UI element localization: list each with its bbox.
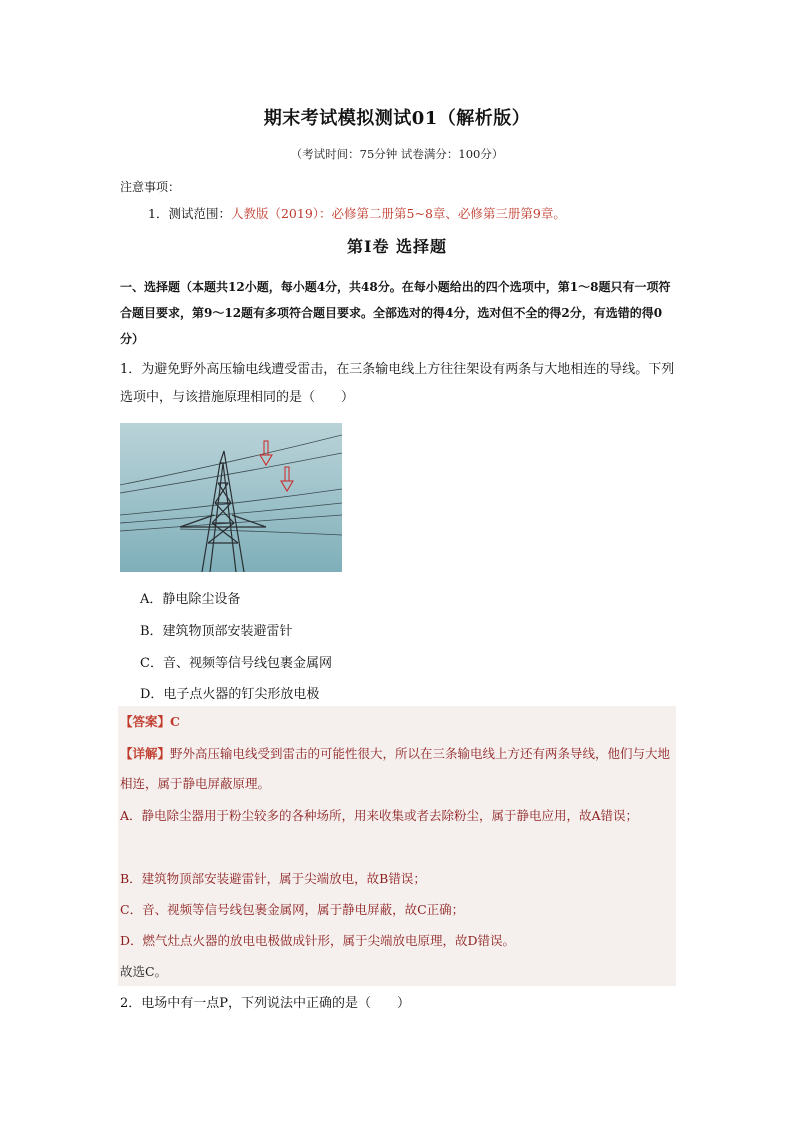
question-1-option-c: C．音、视频等信号线包裹金属网	[140, 656, 332, 671]
explain-a: A．静电除尘器用于粉尘较多的各种场所，用来收集或者去除粉尘，属于静电应用，故A错误；	[120, 808, 639, 823]
power-tower-photo	[120, 423, 342, 572]
page-title: 期末考试模拟测试01（解析版）	[263, 108, 531, 129]
notes-item-scope: 人教版（2019）：必修第二册第5~8章、必修第三册第9章。	[230, 206, 566, 221]
answer-tag: 【答案】	[120, 714, 171, 729]
notes-item	[148, 204, 566, 222]
answer-line	[120, 707, 680, 737]
question-1-stem: 1．为避免野外高压输电线遭受雷击，在三条输电线上方往往架设有两条与大地相连的导线。下列选项中，与该措施原理相同的是（ ）	[120, 362, 675, 405]
conclusion: 故选C。	[120, 964, 168, 979]
question-1-option-d: D．电子点火器的钉尖形放电极	[140, 687, 320, 702]
question-1-option-b: B．建筑物顶部安装避雷针	[140, 624, 293, 639]
detail-paragraph	[120, 739, 680, 799]
section-title: 第Ⅰ卷 选择题	[346, 237, 448, 256]
explain-b: B．建筑物顶部安装避雷针，属于尖端放电，故B错误；	[120, 871, 426, 886]
exam-info: （考试时间：75分钟 试卷满分：100分）	[290, 147, 504, 161]
question-2-stem: 2．电场中有一点P，下列说法中正确的是（ ）	[120, 996, 411, 1011]
detail-text: 野外高压输电线受到雷击的可能性很大，所以在三条输电线上方还有两条导线，他们与大地相连，属于静电屏蔽原理。	[120, 746, 671, 791]
explain-c: C．音、视频等信号线包裹金属网，属于静电屏蔽，故C正确；	[120, 902, 465, 917]
notes-heading: 注意事项：	[120, 180, 181, 194]
answer-value: C	[170, 714, 180, 729]
notes-item-prefix: 1．测试范围：	[148, 206, 231, 221]
explain-d: D．燃气灶点火器的放电电极做成针形，属于尖端放电原理，故D错误。	[120, 933, 516, 948]
question-1-option-a: A．静电除尘设备	[140, 592, 241, 607]
detail-tag: 【详解】	[120, 746, 171, 761]
section-instructions: 一、选择题（本题共12小题，每小题4分，共48分。在每小题给出的四个选项中，第1～8题只有一项符合题目要求，第9～12题有多项符合题目要求。全部选对的得4分，选对但不全的得2分，有选错的得0分）	[120, 280, 671, 346]
